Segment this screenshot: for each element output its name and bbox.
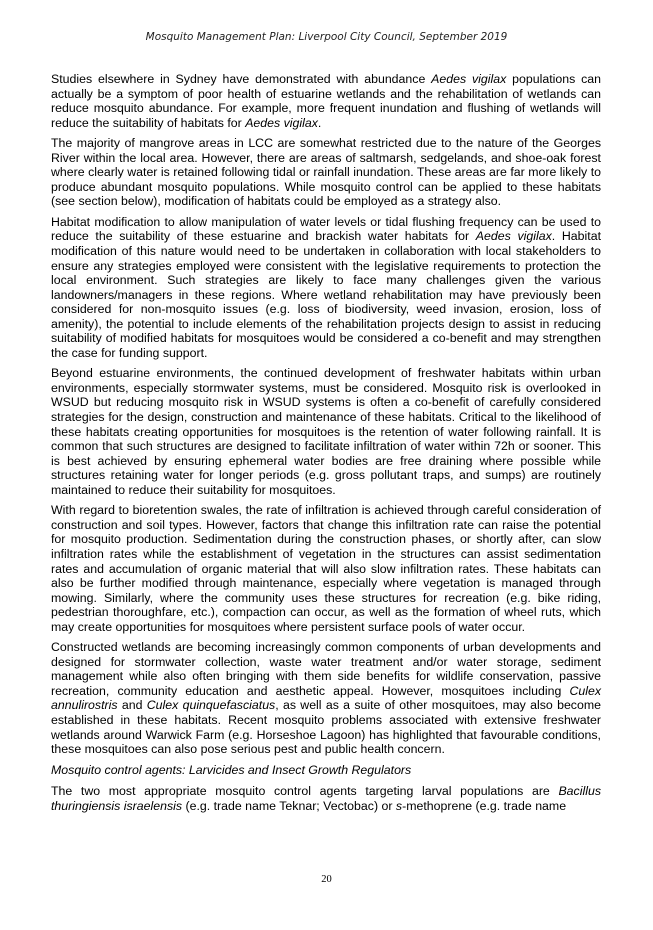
section-subheading: Mosquito control agents: Larvicides and Insect Growth Regulators [51, 762, 412, 777]
paragraph-habitat-modification: Habitat modification to allow manipulation of water levels or tidal flushing frequency can be used to reduce the suitability of these estuarine and brackish water habitats for Aedes vigilax. Habitat modification of this nature would need to be undertaken in collaboration with local stakeholders to ensure any strategies employed were consistent with the legislative requirements to protection the local environment. Such strategies are likely to face many challenges given the various landowners/managers in these regions. Where wetland rehabilitation may have previously been considered for non-mosquito issues (e.g. loss of biodiversity, weed invasion, erosion, loss of amenity), the potential to include elements of the rehabilitation projects design to assist in reducing suitability of modified habitats for mosquitoes would be considered a co-benefit and may strengthen the case for funding support. [51, 214, 601, 360]
running-header: Mosquito Management Plan: Liverpool City Council, September 2019 [145, 31, 508, 43]
paragraph-aedes-vigilax-studies: Studies elsewhere in Sydney have demonstrated with abundance Aedes vigilax populations can actually be a symptom of poor health of estuarine wetlands and the rehabilitation of wetlands can reduce mosquito abundance. For example, more frequent inundation and flushing of wetlands will reduce the suitability of habitats for Aedes vigilax. [51, 72, 602, 130]
paragraph-control-agents: The two most appropriate mosquito control agents targeting larval populations are Bacillus thuringiensis israelensis (e.g. trade name Teknar; Vectobac) or s-methoprene (e.g. trade name [51, 784, 601, 813]
paragraph-bioretention-swales: With regard to bioretention swales, the rate of infiltration is achieved through careful consideration of construction and soil types. However, factors that change this infiltration rate can raise the potential for mosquito production. Sedimentation during the construction phases, or shortly after, can slow infiltration rates while the establishment of vegetation in the structures can assist sedimentation rates and accumulation of organic material that will also slow infiltration rates. These habitats can also be further modified through maintenance, especially where vegetation is managed through mowing. Similarly, where the community uses these structures for recreation (e.g. bike riding, pedestrian thoroughfare, etc.), compaction can occur, as well as the formation of wheel ruts, which may create opportunities for mosquitoes where persistent surface pools of water occur. [51, 503, 601, 634]
page-body [51, 72, 601, 819]
paragraph-constructed-wetlands: Constructed wetlands are becoming increasingly common components of urban developments and designed for stormwater collection, waste water treatment and/or water storage, sediment management while also often bringing with them side benefits for wildlife conservation, passive recreation, community education and aesthetic appeal. However, mosquitoes including Culex annulirostris and Culex quinquefasciatus, as well as a suite of other mosquitoes, may also become established in these habitats. Recent mosquito problems associated with extensive freshwater wetlands around Warwick Farm (e.g. Horseshoe Lagoon) has highlighted that favourable conditions, these mosquitoes can also pose serious pest and public health concern. [51, 640, 601, 757]
page-number: 20 [321, 874, 332, 885]
paragraph-freshwater-habitats: Beyond estuarine environments, the continued development of freshwater habitats within urban environments, especially stormwater systems, must be considered. Mosquito risk is overlooked in WSUD but reducing mosquito risk in WSUD systems is often a co-benefit of carefully considered strategies for the design, construction and maintenance of these habitats. Critical to the likelihood of these habitats creating opportunities for mosquitoes is the retention of water following rainfall. It is common that such structures are designed to facilitate infiltration of water within 72h or sooner. This is best achieved by ensuring ephemeral water bodies are free draining where possible while structures retaining water for longer periods (e.g. gross pollutant traps, and sumps) are routinely maintained to reduce their suitability for mosquitoes. [51, 366, 601, 497]
paragraph-mangrove-areas: The majority of mangrove areas in LCC are somewhat restricted due to the nature of the Georges River within the local area. However, there are areas of saltmarsh, sedgelands, and shoe-oak forest where clearly water is retained following tidal or rainfall inundation. These areas are far more likely to produce abundant mosquito populations. While mosquito control can be applied to these habitats (see section below), modification of habitats could be employed as a strategy also. [51, 136, 601, 209]
